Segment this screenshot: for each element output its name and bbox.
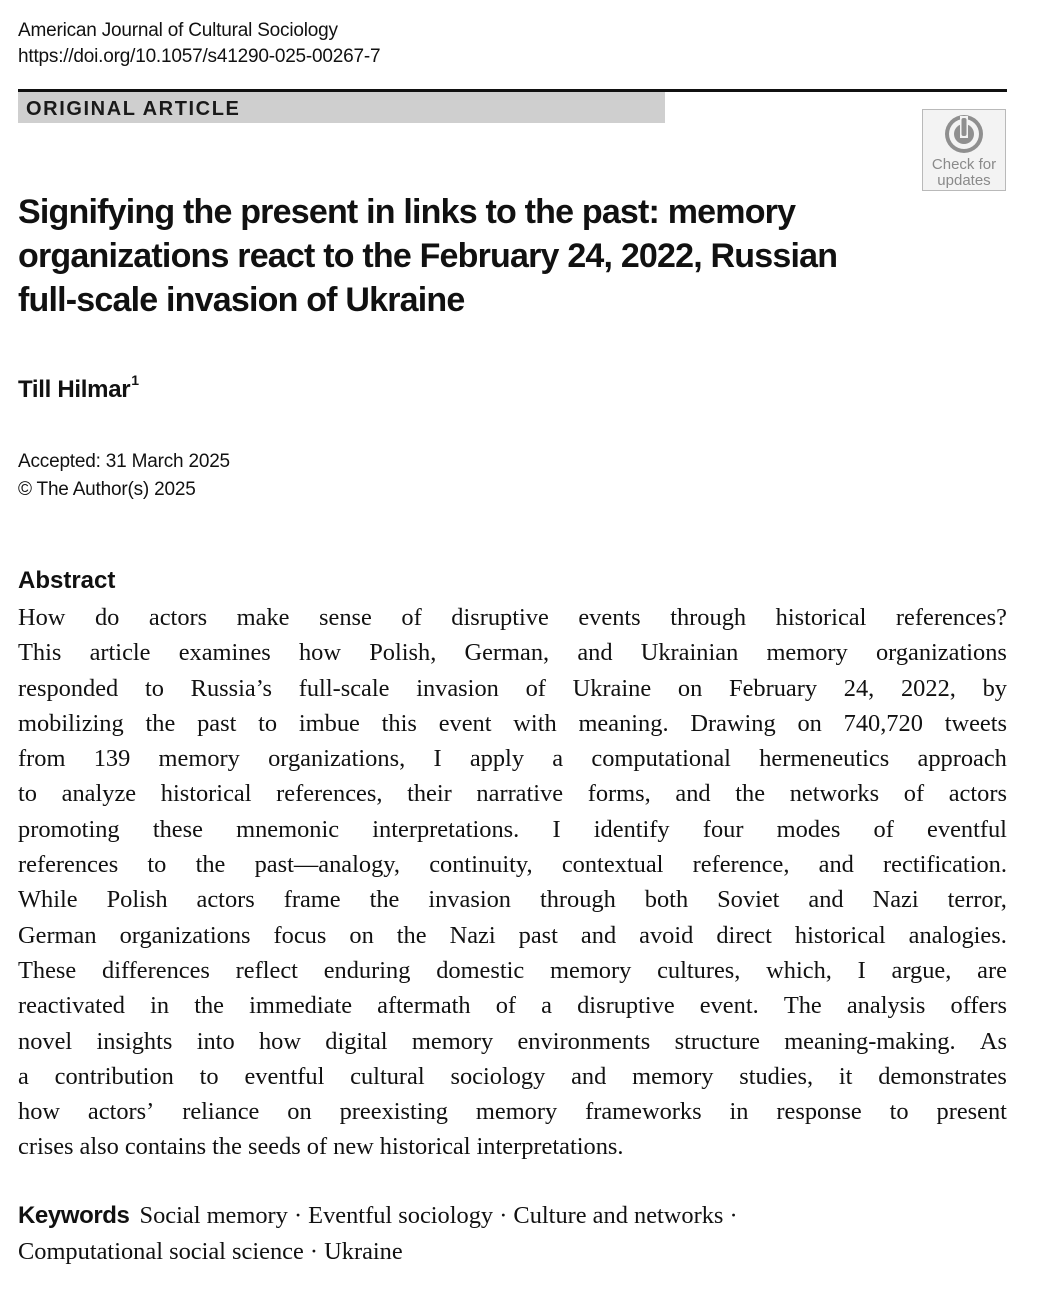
abstract-line: While Polish actors frame the invasion through both Soviet and Nazi terror, xyxy=(18,886,1007,914)
abstract-line: reactivated in the immediate aftermath of a disruptive event. The analysis offers xyxy=(18,992,1007,1020)
publication-dates xyxy=(18,448,230,504)
abstract-line: This article examines how Polish, German, and Ukrainian memory organizations xyxy=(18,639,1007,667)
abstract-line: a contribution to eventful cultural sociology and memory studies, it demonstrates xyxy=(18,1062,1007,1090)
title-line: Signifying the present in links to the past: memory xyxy=(18,193,796,231)
title-line: organizations react to the February 24, 2022, Russian xyxy=(18,237,838,275)
abstract-line: from 139 memory organizations, I apply a computational hermeneutics approach xyxy=(18,745,1007,773)
copyright-notice: © The Author(s) 2025 xyxy=(18,479,196,500)
journal-header xyxy=(18,18,380,70)
check-for-updates-line2: updates xyxy=(937,172,991,189)
abstract-heading: Abstract xyxy=(18,567,116,594)
abstract-body xyxy=(18,600,1007,1165)
author-affiliation-mark[interactable]: 1 xyxy=(131,372,139,388)
article-title xyxy=(18,190,918,322)
keywords-line: Computational social science · Ukraine xyxy=(18,1237,403,1265)
keywords-line: Social memory · Eventful sociology · Culture and networks · xyxy=(139,1202,738,1229)
doi-link[interactable]: https://doi.org/10.1057/s41290-025-00267-7 xyxy=(18,46,381,67)
abstract-line: promoting these mnemonic interpretations. I identify four modes of eventful xyxy=(18,815,1007,843)
abstract-line: novel insights into how digital memory environments structure meaning-making. As xyxy=(18,1027,1007,1055)
keywords xyxy=(18,1198,738,1269)
check-for-updates-badge[interactable] xyxy=(922,109,1006,191)
check-for-updates-line1: Check for xyxy=(931,156,997,173)
journal-name: American Journal of Cultural Sociology xyxy=(18,20,338,41)
abstract-line: crises also contains the seeds of new historical interpretations. xyxy=(18,1133,624,1161)
abstract-line: how actors’ reliance on preexisting memory frameworks in response to present xyxy=(18,1098,1007,1126)
accepted-date: Accepted: 31 March 2025 xyxy=(18,451,230,472)
abstract-line: These differences reflect enduring domestic memory cultures, which, I argue, are xyxy=(18,956,1007,984)
author-name[interactable]: Till Hilmar xyxy=(18,376,131,403)
author xyxy=(18,366,139,407)
article-type-label: ORIGINAL ARTICLE xyxy=(26,98,241,120)
abstract-line: German organizations focus on the Nazi past and avoid direct historical analogies. xyxy=(18,921,1007,949)
check-for-updates-icon xyxy=(941,112,987,156)
abstract-line: references to the past—analogy, continuity, contextual reference, and rectification. xyxy=(18,851,1007,879)
keywords-label: Keywords xyxy=(18,1202,130,1229)
abstract-line: responded to Russia’s full-scale invasion of Ukraine on February 24, 2022, by xyxy=(18,674,1007,702)
abstract-line: How do actors make sense of disruptive events through historical references? xyxy=(18,604,1007,631)
abstract-line: mobilizing the past to imbue this event with meaning. Drawing on 740,720 tweets xyxy=(18,709,1007,737)
title-line: full-scale invasion of Ukraine xyxy=(18,281,465,319)
abstract-line: to analyze historical references, their narrative forms, and the networks of actors xyxy=(18,780,1007,808)
